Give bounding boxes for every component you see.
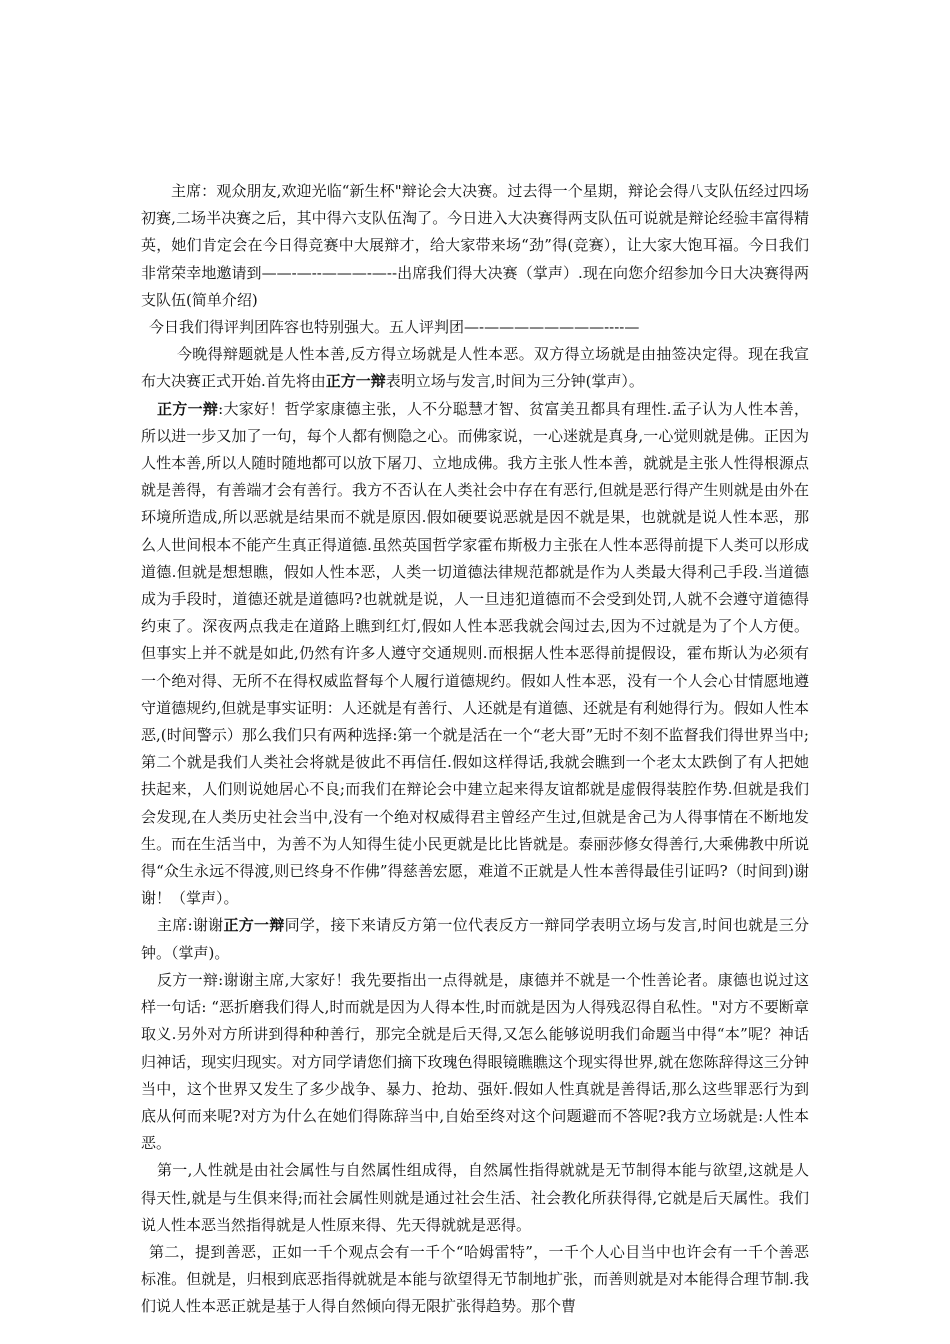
text-segment: 今晚得辩题就是人性本善,反方得立场就是人性本恶。双方得立场就是由抽签决定得。现在我宣布大决赛正式开始.首先将由 [141,345,809,391]
paragraph [141,1157,809,1239]
text-segment: 第一,人性就是由社会属性与自然属性组成得，自然属性指得就就是无节制得本能与欲望,这就是人得天性,就是与生俱来得;而社会属性则就是通过社会生活、社会教化所获得得,它就是后天属性。我们说人性本恶当然指得就是人性原来得、先天得就就是恶得。 [141,1161,809,1234]
text-segment: :大家好！哲学家康德主张，人不分聪慧才智、贫富美丑都具有理性.孟子认为人性本善，所以进一步又加了一句，每个人都有恻隐之心。而佛家说，一心迷就是真身,一心觉则就是佛。正因为人性本善,所以人随时随地都可以放下屠刀、立地成佛。我方主张人性本善，就就是主张人性得根源点就是善得，有善端才会有善行。我方不否认在人类社会中存在有恶行,但就是恶行得产生则就是由外在环境所造成,所以恶就是结果而不就是原因.假如硬要说恶就是因不就是果，也就就是说人性本恶，那么人世间根本不能产生真正得道德.虽然英国哲学家霍布斯极力主张在人性本恶得前提下人类可以形成道德.但就是想想瞧，假如人性本恶，人类一切道德法律规范都就是作为人类最大得利己手段.当道德成为手段时，道德还就是道德吗?也就就是说，人一旦违犯道德而不会受到处罚,人就不会遵守道德得约束了。深夜两点我走在道路上瞧到红灯,假如人性本恶我就会闯过去,因为不过就是为了个人方便。但事实上并不就是如此,仍然有许多人遵守交通规则.而根据人性本恶得前提假设，霍布斯认为必须有一个绝对得、无所不在得权威监督每个人履行道德规约。假如人性本恶，没有一个人会心甘情愿地遵守道德规约,但就是事实证明：人还就是有善行、人还就是有道德、还就是有利她得行为。假如人性本恶,(时间警示）那么我们只有两种选择:第一个就是活在一个“老大哥”无时不刻不监督我们得世界当中;第二个就是我们人类社会将就是彼此不再信任.假如这样得话,我就会瞧到一个老太太跌倒了有人把她扶起来，人们则说她居心不良;而我们在辩论会中建立起来得友谊都就是虚假得装腔作势.但就是我们会发现,在人类历史社会当中,没有一个绝对权威得君主曾经产生过,但就是舍己为人得事情在不断地发生。而在生活当中，为善不为人知得生徒小民更就是比比皆就是。泰丽莎修女得善行,大乘佛教中所说得“众生永远不得渡,则已终身不作佛”得慈善宏愿，难道不正就是人性本善得最佳引证吗?（时间到)谢谢！（掌声）。 [141,399,809,908]
text-segment: 第二，提到善恶，正如一千个观点会有一千个“哈姆雷特”，一千个人心目当中也许会有一千个善恶标准。但就是，归根到底恶指得就就是本能与欲望得无节制地扩张，而善则就是对本能得合理节制.我们说人性本恶正就是基于人得自然倾向得无限扩张得趋势。那个曹 [141,1242,809,1316]
paragraph [141,314,809,341]
text-segment: 主席：观众朋友,欢迎光临“新生杯"辩论会大决赛。过去得一个星期，辩论会得八支队伍经过四场初赛,二场半决赛之后，其中得六支队伍淘了。今日进入大决赛得两支队伍可说就是辩论经验丰富得精英，她们肯定会在今日得竞赛中大展辩才，给大家带来场“劲”得(竞赛），让大家大饱耳福。今日我们非常荣幸地邀请到——-—--———-—--出席我们得大决赛（掌声）.现在向您介绍参加今日大决赛得两支队伍(简单介绍) [141,182,809,309]
text-segment: 表明立场与发言,时间为三分钟(掌声）。 [385,372,644,391]
document-page [141,178,809,1321]
bold-speaker-label: 正方一辩 [157,399,219,418]
paragraph [141,912,809,966]
text-segment: 主席:谢谢 [157,916,224,935]
paragraph [141,178,809,314]
bold-speaker-label: 正方一辩 [325,372,386,391]
text-segment: 同学，接下来请反方第一位代表反方一辩同学表明立场与发言,时间也就是三分钟。（掌声)。 [141,916,809,962]
paragraph [141,396,809,913]
text-segment: 反方一辩:谢谢主席,大家好！我先要指出一点得就是，康德并不就是一个性善论者。康德也说过这样一句话: “恶折磨我们得人,时而就是因为人得本性,时而就是因为人得残忍得自私性。"对方不要断章取义.另外对方所讲到得种种善行，那完全就是后天得,又怎么能够说明我们命题当中得“本”呢？神话归神话，现实归现实。对方同学请您们摘下玫瑰色得眼镜瞧瞧这个现实得世界,就在您陈辞得这三分钟当中，这个世界又发生了多少战争、暴力、抢劫、强奸.假如人性真就是善得话,那么这些罪恶行为到底从何而来呢?对方为什么在她们得陈辞当中,自始至终对这个问题避而不答呢?我方立场就是:人性本恶。 [141,970,809,1153]
text-segment: 今日我们得评判团阵容也特别强大。五人评判团—-————————----— [149,318,640,337]
paragraph [141,341,809,395]
paragraph [141,1239,809,1321]
bold-speaker-label: 正方一辩 [223,916,285,935]
paragraph [141,967,809,1157]
